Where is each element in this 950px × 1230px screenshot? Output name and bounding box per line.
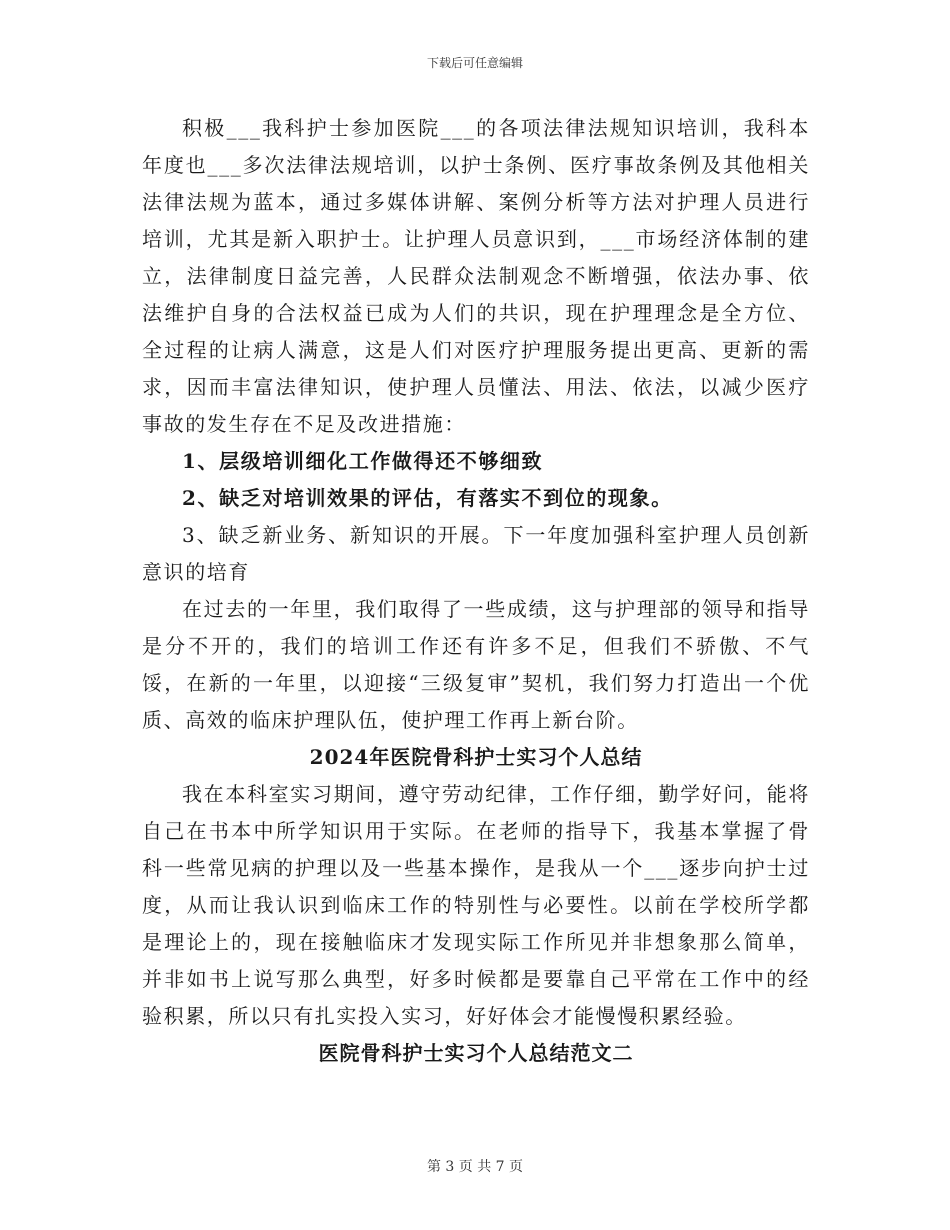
document-body [142, 110, 810, 1072]
section-heading-sample-two: 医院骨科护士实习个人总结范文二 [318, 1041, 634, 1065]
list-item-1: 1、层级培训细化工作做得还不够细致 [182, 449, 544, 473]
list-item-3: 3、缺乏新业务、新知识的开展。下一年度加强科室护理人员创新意识的培育 [142, 523, 810, 584]
page-header: 下载后可任意编辑 [426, 56, 523, 70]
section-heading-2024-summary: 2024年医院骨科护士实习个人总结 [309, 745, 643, 769]
paragraph-year-review: 在过去的一年里，我们取得了一些成绩，这与护理部的领导和指导是分不开的，我们的培训工作还有许多不足，但我们不骄傲、不气馁，在新的一年里，以迎接“三级复审”契机，我们努力打造出一个优质、高效的临床护理队伍，使护理工作再上新台阶。 [142, 597, 810, 732]
page-footer: 第 3 页 共 7 页 [426, 1159, 524, 1175]
list-item-2: 2、缺乏对培训效果的评估，有落实不到位的现象。 [182, 486, 673, 510]
paragraph-internship: 我在本科室实习期间，遵守劳动纪律，工作仔细，勤学好问，能将自己在书本中所学知识用于实际。在老师的指导下，我基本掌握了骨科一些常见病的护理以及一些基本操作，是我从一个___逐步向护士过度，从而让我认识到临床工作的特别性与必要性。以前在学校所学都是理论上的，现在接触临床才发现实际工作所见并非想象那么简单，并非如书上说写那么典型，好多时候都是要靠自己平常在工作中的经验积累，所以只有扎实投入实习，好好体会才能慢慢积累经验。 [142, 782, 810, 1028]
paragraph-legal-training: 积极___我科护士参加医院___的各项法律法规知识培训，我科本年度也___多次法律法规培训，以护士条例、医疗事故条例及其他相关法律法规为蓝本，通过多媒体讲解、案例分析等方法对护理人员进行培训，尤其是新入职护士。让护理人员意识到，___市场经济体制的建立，法律制度日益完善，人民群众法制观念不断增强，依法办事、依法维护自身的合法权益已成为人们的共识，现在护理理念是全方位、全过程的让病人满意，这是人们对医疗护理服务提出更高、更新的需求，因而丰富法律知识，使护理人员懂法、用法、依法，以减少医疗事故的发生存在不足及改进措施： [142, 116, 810, 436]
